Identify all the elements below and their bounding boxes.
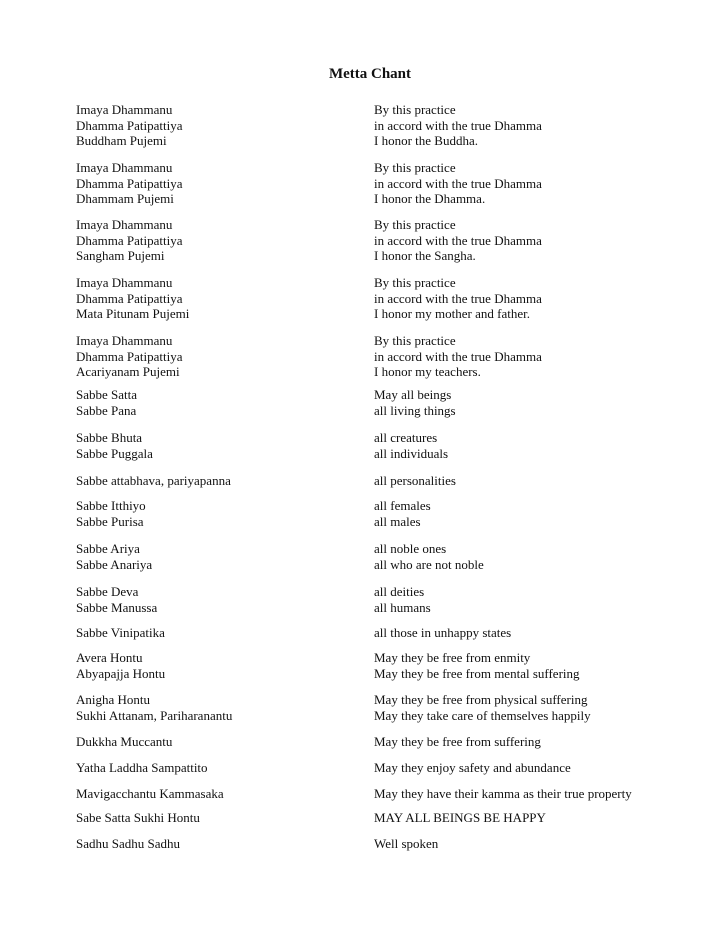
pali-text	[76, 692, 356, 723]
pali-text	[76, 625, 356, 641]
pali-line: Buddham Pujemi	[76, 133, 167, 149]
english-line: all who are not noble	[374, 556, 484, 572]
pali-text	[76, 102, 356, 149]
english-line: all deities	[374, 584, 425, 599]
english-line: I honor the Dhamma.	[374, 191, 486, 207]
english-line: May they be free from suffering	[374, 734, 541, 749]
english-line: all females	[374, 498, 431, 513]
english-translation	[374, 584, 674, 615]
english-translation	[374, 430, 674, 461]
pali-line: Sabbe Puggala	[76, 445, 153, 461]
pali-line: Mavigacchantu Kammasaka	[76, 786, 224, 801]
english-translation	[374, 387, 674, 418]
pali-line: Sabbe Satta	[76, 387, 138, 402]
pali-line: Sabbe Itthiyo	[76, 498, 146, 513]
english-line: all humans	[374, 599, 431, 615]
pali-text	[76, 498, 356, 529]
english-translation	[374, 650, 674, 681]
english-line: May they have their kamma as their true property	[374, 786, 632, 801]
english-translation	[374, 333, 674, 380]
pali-text	[76, 786, 356, 802]
english-line: By this practice	[374, 160, 456, 175]
english-line: By this practice	[374, 217, 456, 232]
pali-line: Dhamma Patipattiya	[76, 348, 183, 364]
pali-text	[76, 760, 356, 776]
pali-line: Mata Pitunam Pujemi	[76, 306, 190, 322]
pali-text	[76, 275, 356, 322]
pali-line: Imaya Dhammanu	[76, 275, 173, 290]
english-line: May they be free from physical suffering	[374, 692, 588, 707]
pali-line: Sabe Satta Sukhi Hontu	[76, 810, 200, 825]
pali-line: Dukkha Muccantu	[76, 734, 173, 749]
pali-line: Dhammam Pujemi	[76, 191, 174, 207]
english-translation	[374, 102, 674, 149]
english-line: all noble ones	[374, 541, 447, 556]
english-line: I honor the Buddha.	[374, 133, 478, 149]
english-translation	[374, 473, 674, 489]
pali-text	[76, 387, 356, 418]
english-translation	[374, 810, 674, 826]
pali-text	[76, 160, 356, 207]
english-line: By this practice	[374, 333, 456, 348]
english-line: I honor my mother and father.	[374, 306, 530, 322]
english-line: I honor my teachers.	[374, 364, 481, 380]
english-line: all living things	[374, 402, 456, 418]
english-line: all personalities	[374, 473, 456, 488]
english-line: May they take care of themselves happily	[374, 707, 591, 723]
english-translation	[374, 734, 674, 750]
pali-line: Dhamma Patipattiya	[76, 290, 183, 306]
pali-line: Sabbe attabhava, pariyapanna	[76, 473, 231, 488]
english-line: By this practice	[374, 275, 456, 290]
pali-text	[76, 430, 356, 461]
english-line: all males	[374, 513, 421, 529]
pali-line: Avera Hontu	[76, 650, 143, 665]
pali-line: Sabbe Vinipatika	[76, 625, 165, 640]
english-line: in accord with the true Dhamma	[374, 117, 542, 133]
english-translation	[374, 760, 674, 776]
pali-line: Imaya Dhammanu	[76, 333, 173, 348]
english-line: MAY ALL BEINGS BE HAPPY	[374, 810, 546, 825]
pali-line: Dhamma Patipattiya	[76, 232, 183, 248]
pali-text	[76, 541, 356, 572]
pali-line: Sadhu Sadhu Sadhu	[76, 836, 180, 851]
english-line: all those in unhappy states	[374, 625, 512, 640]
english-translation	[374, 217, 674, 264]
pali-line: Imaya Dhammanu	[76, 160, 173, 175]
english-line: May they enjoy safety and abundance	[374, 760, 571, 775]
pali-line: Anigha Hontu	[76, 692, 151, 707]
pali-line: Acariyanam Pujemi	[76, 364, 180, 380]
english-translation	[374, 625, 674, 641]
pali-text	[76, 836, 356, 852]
pali-line: Sabbe Manussa	[76, 599, 158, 615]
pali-text	[76, 584, 356, 615]
english-line: in accord with the true Dhamma	[374, 290, 542, 306]
pali-text	[76, 217, 356, 264]
english-line: May they be free from mental suffering	[374, 665, 580, 681]
pali-line: Sukhi Attanam, Pariharanantu	[76, 707, 233, 723]
pali-line: Sangham Pujemi	[76, 248, 165, 264]
english-line: all creatures	[374, 430, 438, 445]
pali-line: Dhamma Patipattiya	[76, 175, 183, 191]
pali-text	[76, 473, 356, 489]
pali-line: Imaya Dhammanu	[76, 102, 173, 117]
english-translation	[374, 275, 674, 322]
pali-text	[76, 734, 356, 750]
english-line: Well spoken	[374, 836, 439, 851]
pali-line: Sabbe Bhuta	[76, 430, 143, 445]
pali-text	[76, 810, 356, 826]
english-line: in accord with the true Dhamma	[374, 175, 542, 191]
english-line: May all beings	[374, 387, 452, 402]
pali-line: Sabbe Purisa	[76, 513, 144, 529]
pali-line: Sabbe Ariya	[76, 541, 140, 556]
english-translation	[374, 836, 674, 852]
pali-line: Sabbe Pana	[76, 402, 137, 418]
pali-text	[76, 333, 356, 380]
pali-line: Dhamma Patipattiya	[76, 117, 183, 133]
pali-line: Sabbe Anariya	[76, 556, 153, 572]
english-translation	[374, 160, 674, 207]
english-line: By this practice	[374, 102, 456, 117]
english-translation	[374, 786, 674, 802]
english-translation	[374, 541, 674, 572]
english-line: in accord with the true Dhamma	[374, 232, 542, 248]
pali-line: Sabbe Deva	[76, 584, 139, 599]
english-line: all individuals	[374, 445, 449, 461]
english-line: in accord with the true Dhamma	[374, 348, 542, 364]
english-line: I honor the Sangha.	[374, 248, 476, 264]
pali-line: Abyapajja Hontu	[76, 665, 166, 681]
pali-line: Yatha Laddha Sampattito	[76, 760, 208, 775]
pali-text	[76, 650, 356, 681]
page-title: Metta Chant	[328, 66, 412, 82]
pali-line: Imaya Dhammanu	[76, 217, 173, 232]
english-translation	[374, 498, 674, 529]
english-translation	[374, 692, 674, 723]
english-line: May they be free from enmity	[374, 650, 531, 665]
